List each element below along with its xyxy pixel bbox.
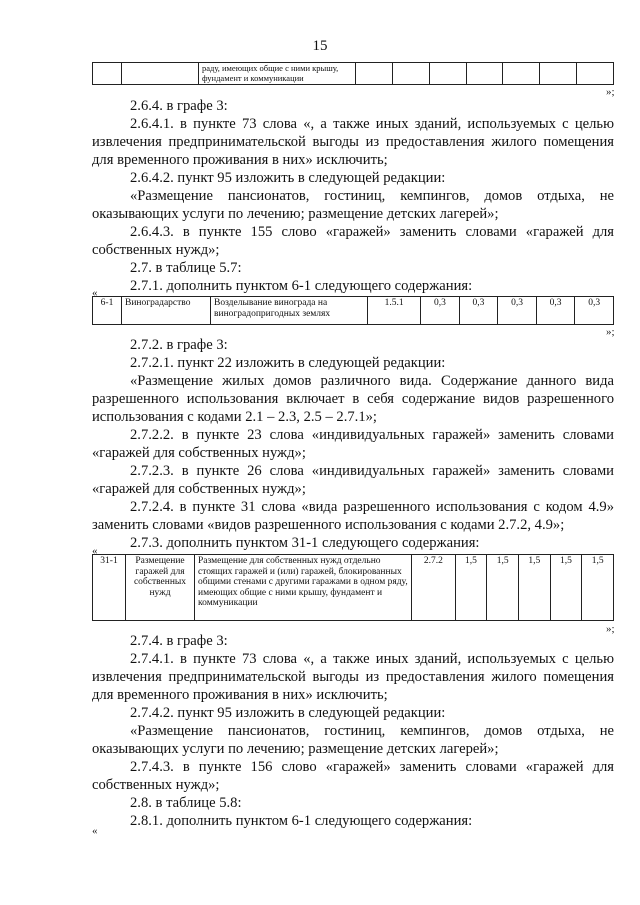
- table-cell: 0,3: [459, 297, 498, 325]
- paragraph-heading: 2.7. в таблице 5.7:: [130, 260, 242, 276]
- table-cell: [466, 63, 503, 85]
- table-cell: 0,3: [498, 297, 537, 325]
- section-2-6-4: [92, 97, 614, 295]
- table-cell: Виноградарство: [122, 297, 211, 325]
- table-fragment-top: [92, 62, 614, 85]
- table-cell: [540, 63, 577, 85]
- section-2-7-2: [92, 336, 614, 552]
- open-quote-mark: «: [92, 287, 98, 299]
- table-row-31-1: [92, 554, 614, 621]
- paragraph-heading: 2.7.2. в графе 3:: [130, 337, 228, 353]
- paragraph-heading: 2.8. в таблице 5.8:: [130, 795, 242, 811]
- table-cell: [356, 63, 393, 85]
- paragraph: «Размещение пансионатов, гостиниц, кемпингов, домов отдыха, не оказывающих услуги по лечению; размещение детских лагерей»;: [92, 188, 614, 222]
- table-cell: Размещение гаражей для собственных нужд: [126, 555, 195, 621]
- paragraph: 2.8.1. дополнить пунктом 6-1 следующего содержания:: [130, 813, 473, 829]
- table-cell: [122, 63, 199, 85]
- table-cell: 6-1: [93, 297, 122, 325]
- table-cell: 1,5: [582, 555, 614, 621]
- table-cell: Возделывание винограда на виноградопригодных землях: [211, 297, 368, 325]
- open-quote-mark: «: [92, 545, 98, 557]
- close-quote-mark: »;: [606, 623, 615, 635]
- paragraph: «Размещение жилых домов различного вида. Содержание данного вида разрешенного использования включает в себя содержание видов разрешенного использования с кодами 2.1 – 2.3, 2.5 – 2.7.1»;: [92, 373, 614, 425]
- paragraph: 2.6.4.1. в пункте 73 слова «, а также иных зданий, используемых с целью извлечения предпринимательской выгоды из предоставления жилого помещения для временного проживания в них» исключить;: [92, 116, 614, 168]
- paragraph: 2.7.4.3. в пункте 156 слово «гаражей» заменить словами «гаражей для собственных нужд»;: [92, 759, 614, 793]
- paragraph-heading: 2.6.4. в графе 3:: [130, 98, 228, 114]
- page-number: 15: [312, 38, 328, 54]
- table-cell: [93, 63, 122, 85]
- paragraph: 2.7.2.3. в пункте 26 слова «индивидуальных гаражей» заменить словами «гаражей для собственных нужд»;: [92, 463, 614, 497]
- table-cell: 2.7.2: [412, 555, 456, 621]
- close-quote-mark: »;: [606, 86, 615, 98]
- table-cell: раду, имеющих общие с ними крышу, фундамент и коммуникации: [199, 63, 356, 85]
- table-cell: 0,3: [575, 297, 614, 325]
- open-quote-mark: «: [92, 825, 98, 837]
- section-2-7-4: [92, 632, 614, 830]
- table-cell: [503, 63, 540, 85]
- table-cell: 0,3: [421, 297, 460, 325]
- table-cell: 1,5: [550, 555, 582, 621]
- paragraph: 2.6.4.3. в пункте 155 слово «гаражей» заменить словами «гаражей для собственных нужд»;: [92, 224, 614, 258]
- paragraph: 2.7.2.2. в пункте 23 слова «индивидуальных гаражей» заменить словами «гаражей для собственных нужд»;: [92, 427, 614, 461]
- paragraph: 2.7.2.1. пункт 22 изложить в следующей редакции:: [130, 355, 446, 371]
- paragraph: 2.7.2.4. в пункте 31 слова «вида разрешенного использования с кодом 4.9» заменить словами «видов разрешенного использования с кодами 2.7.2, 4.9»;: [92, 499, 614, 533]
- paragraph: 2.7.4.2. пункт 95 изложить в следующей редакции:: [130, 705, 446, 721]
- table-cell: 1,5: [518, 555, 550, 621]
- table-cell: [577, 63, 614, 85]
- table-cell: 31-1: [93, 555, 126, 621]
- table-cell: 1.5.1: [368, 297, 421, 325]
- paragraph: «Размещение пансионатов, гостиниц, кемпингов, домов отдыха, не оказывающих услуги по лечению; размещение детских лагерей»;: [92, 723, 614, 757]
- table-cell: 1,5: [455, 555, 487, 621]
- close-quote-mark: »;: [606, 326, 615, 338]
- paragraph: 2.7.3. дополнить пунктом 31-1 следующего содержания:: [130, 535, 480, 551]
- table-row-6-1: [92, 296, 614, 325]
- table-cell: 1,5: [487, 555, 519, 621]
- paragraph: 2.7.1. дополнить пунктом 6-1 следующего содержания:: [130, 278, 473, 294]
- table-cell: [429, 63, 466, 85]
- table-cell: Размещение для собственных нужд отдельно стоящих гаражей и (или) гаражей, блокированных общими стенами с другими гаражами в одном ряду, имеющих общие с ними крышу, фундамент и коммуникации: [195, 555, 412, 621]
- paragraph: 2.6.4.2. пункт 95 изложить в следующей редакции:: [130, 170, 446, 186]
- paragraph-heading: 2.7.4. в графе 3:: [130, 633, 228, 649]
- table-cell: 0,3: [536, 297, 575, 325]
- paragraph: 2.7.4.1. в пункте 73 слова «, а также иных зданий, используемых с целью извлечения предпринимательской выгоды из предоставления жилого помещения для временного проживания в них» исключить;: [92, 651, 614, 703]
- table-cell: [392, 63, 429, 85]
